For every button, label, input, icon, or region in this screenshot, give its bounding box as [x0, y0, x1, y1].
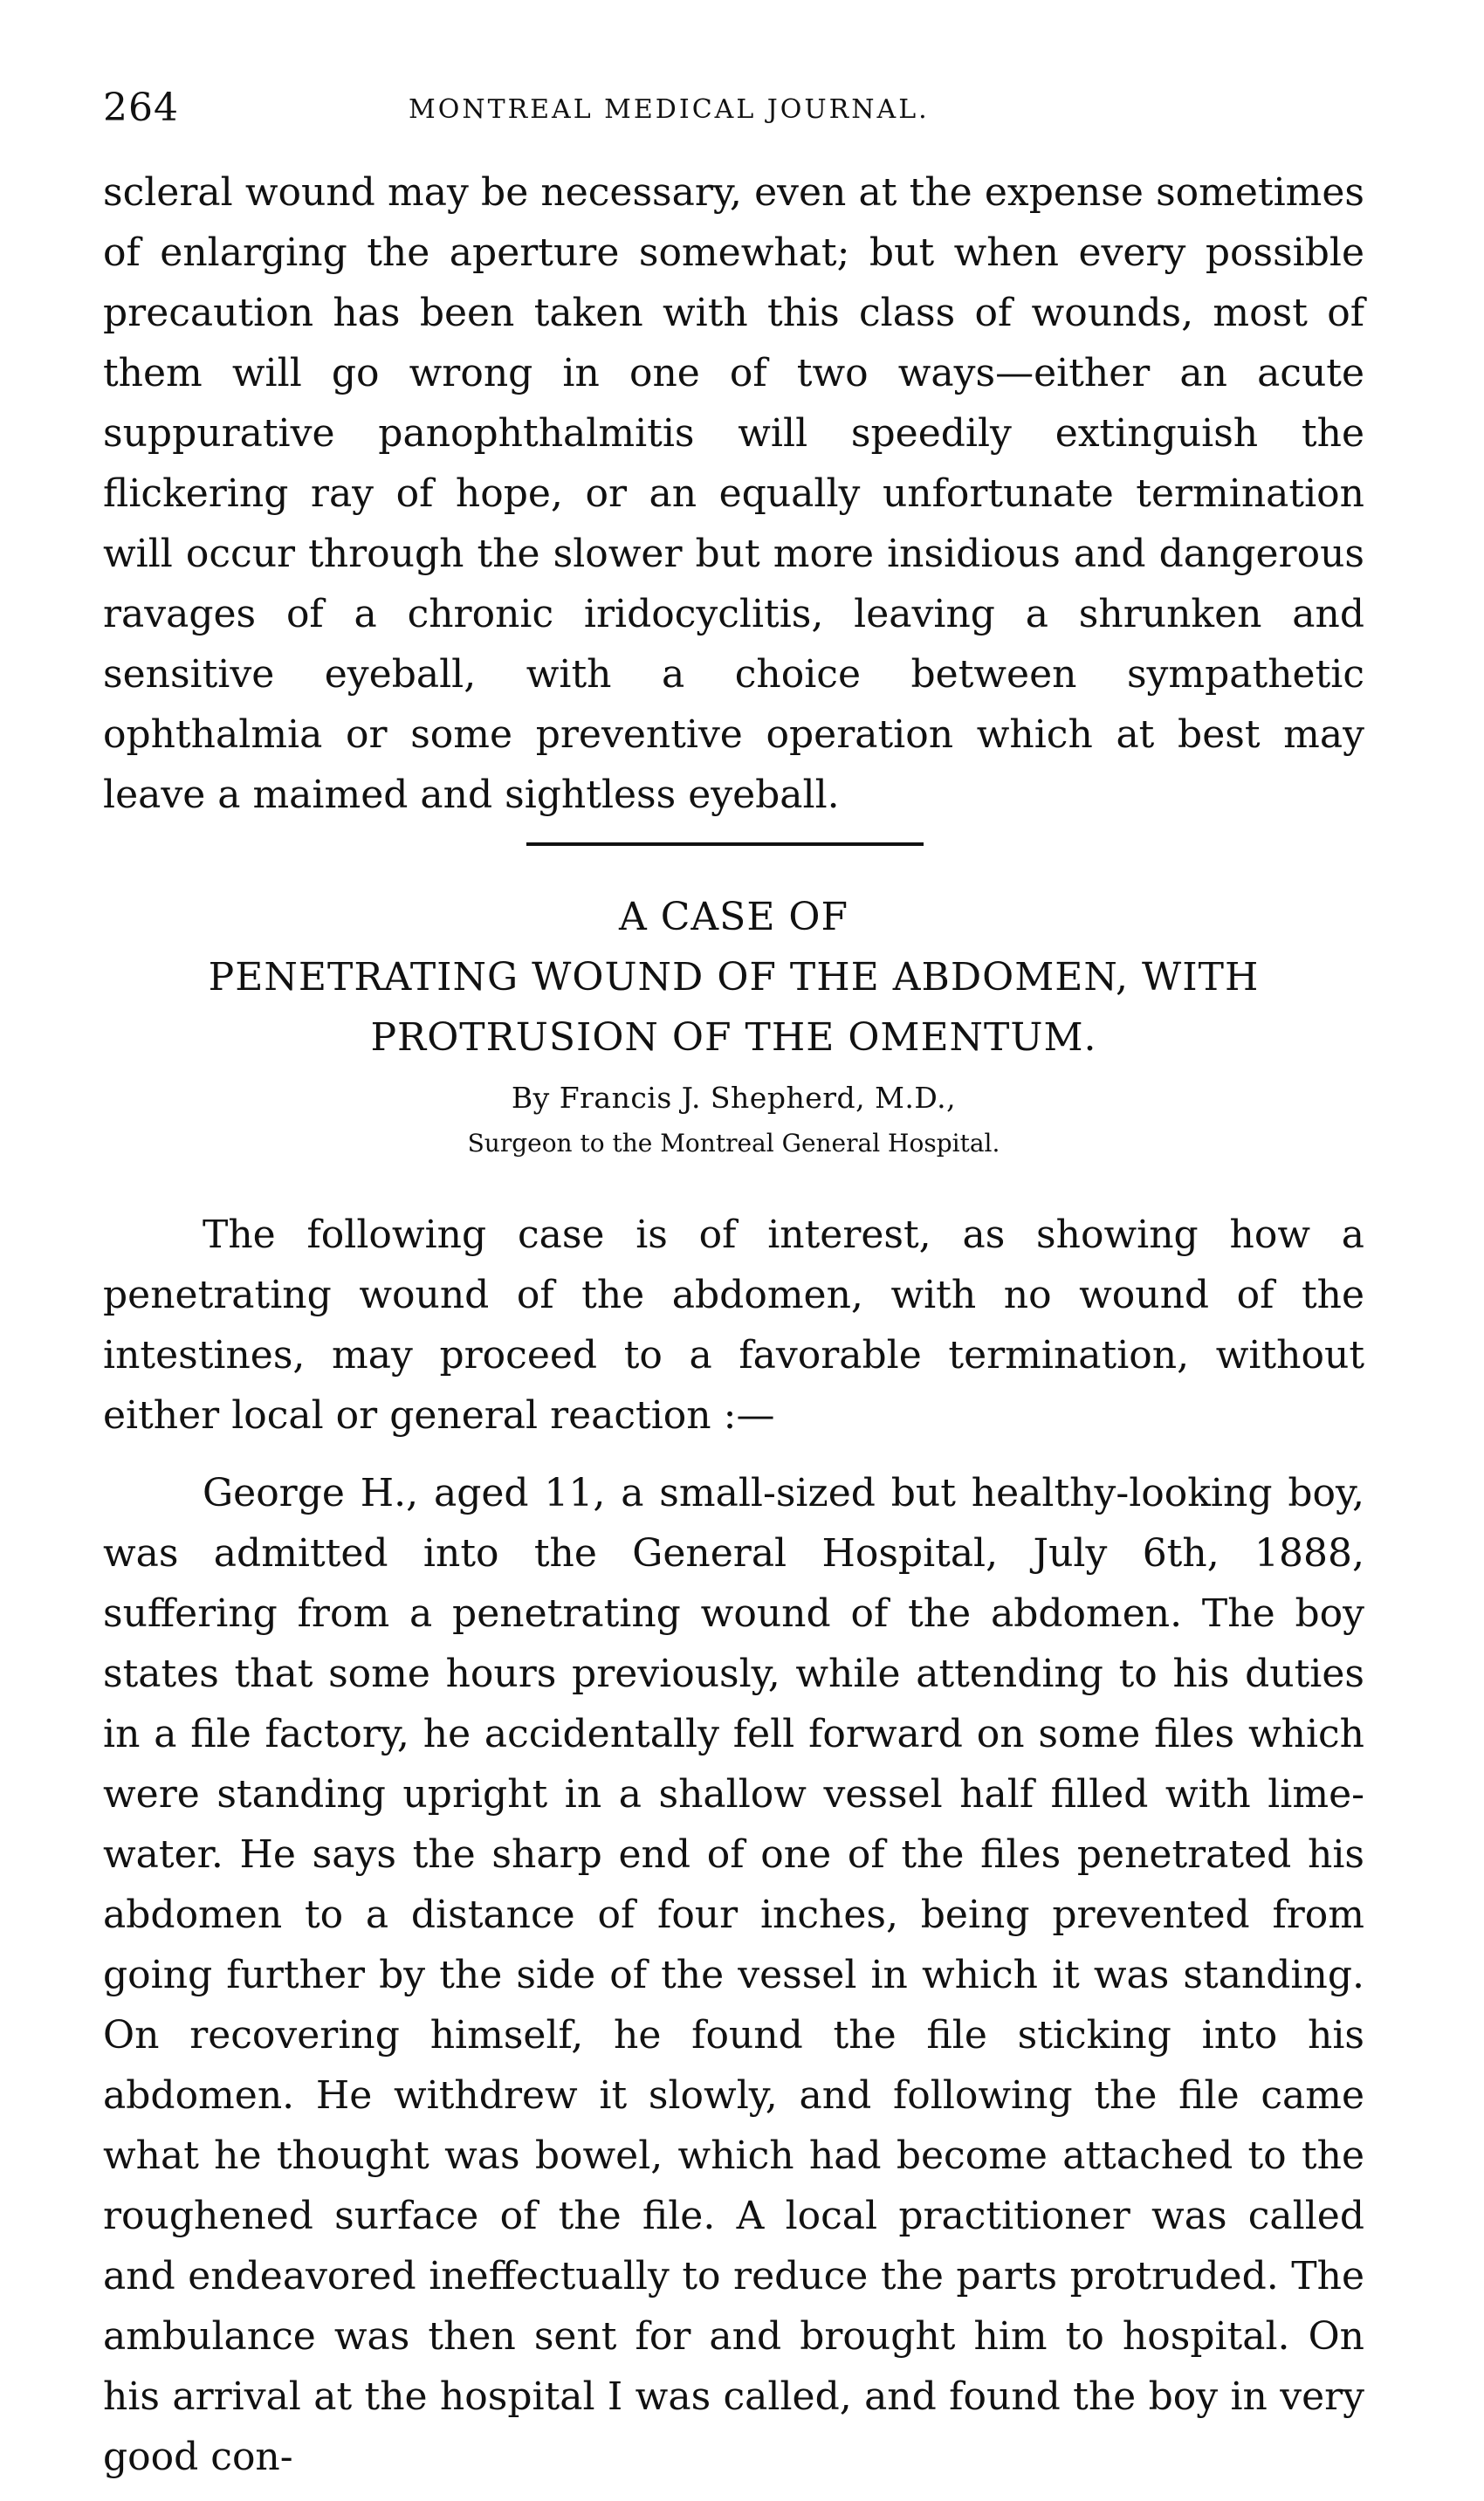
- article-title-line-2: PENETRATING WOUND OF THE ABDOMEN, WITH: [208, 955, 1260, 1000]
- section-divider: [526, 842, 924, 846]
- page-number: 264: [103, 86, 179, 130]
- journal-page: [103, 79, 1364, 2479]
- article-title-line-1: A CASE OF: [618, 895, 849, 939]
- running-head: [103, 79, 1364, 134]
- continued-paragraph: scleral wound may be necessary, even at the expense sometimes of enlarging the aperture somewhat; but when every possible precaution has been taken with this class of wounds, most of them will go wrong in one of two ways—either an acute suppurative panophthalmitis will speedily extinguish the flickering ray of hope, or an equally unfortunate termination will occur through the slower but more insidious and dangerous ravages of a chronic iridocyclitis, leaving a shrunken and sensitive eyeball, with a choice between sympathetic ophthalmia or some preventive operation which at best may leave a maimed and sightless eyeball.: [103, 170, 1364, 817]
- case-paragraph: George H., aged 11, a small-sized but healthy-looking boy, was admitted into the General Hospital, July 6th, 1888, suffering from a penetrating wound of the abdomen. The boy states that some hours previously, while attending to his duties in a file factory, he accidentally fell forward on some files which were standing upright in a shallow vessel half filled with lime-water. He says the sharp end of one of the files penetrated his abdomen to a distance of four inches, being prevented from going further by the side of the vessel in which it was standing. On recovering himself, he found the file sticking into his abdomen. He withdrew it slowly, and following the file came what he thought was bowel, which had become attached to the roughened surface of the file. A local practitioner was called and endeavored ineffectually to reduce the parts protruded. The ambulance was then sent for and brought him to hospital. On his arrival at the hospital I was called, and found the boy in very good con-: [103, 1471, 1364, 2479]
- author-byline: By Francis J. Shepherd, M.D.,: [511, 1081, 957, 1115]
- journal-title: MONTREAL MEDICAL JOURNAL.: [409, 94, 930, 125]
- author-affiliation: Surgeon to the Montreal General Hospital.: [467, 1129, 1000, 1158]
- article-title-line-3: PROTRUSION OF THE OMENTUM.: [370, 1015, 1097, 1060]
- article-body: [103, 1205, 1364, 2487]
- intro-paragraph: The following case is of interest, as showing how a penetrating wound of the abdomen, with no wound of the intestines, may proceed to a favorable termination, without either local or general reaction :—: [103, 1213, 1364, 1438]
